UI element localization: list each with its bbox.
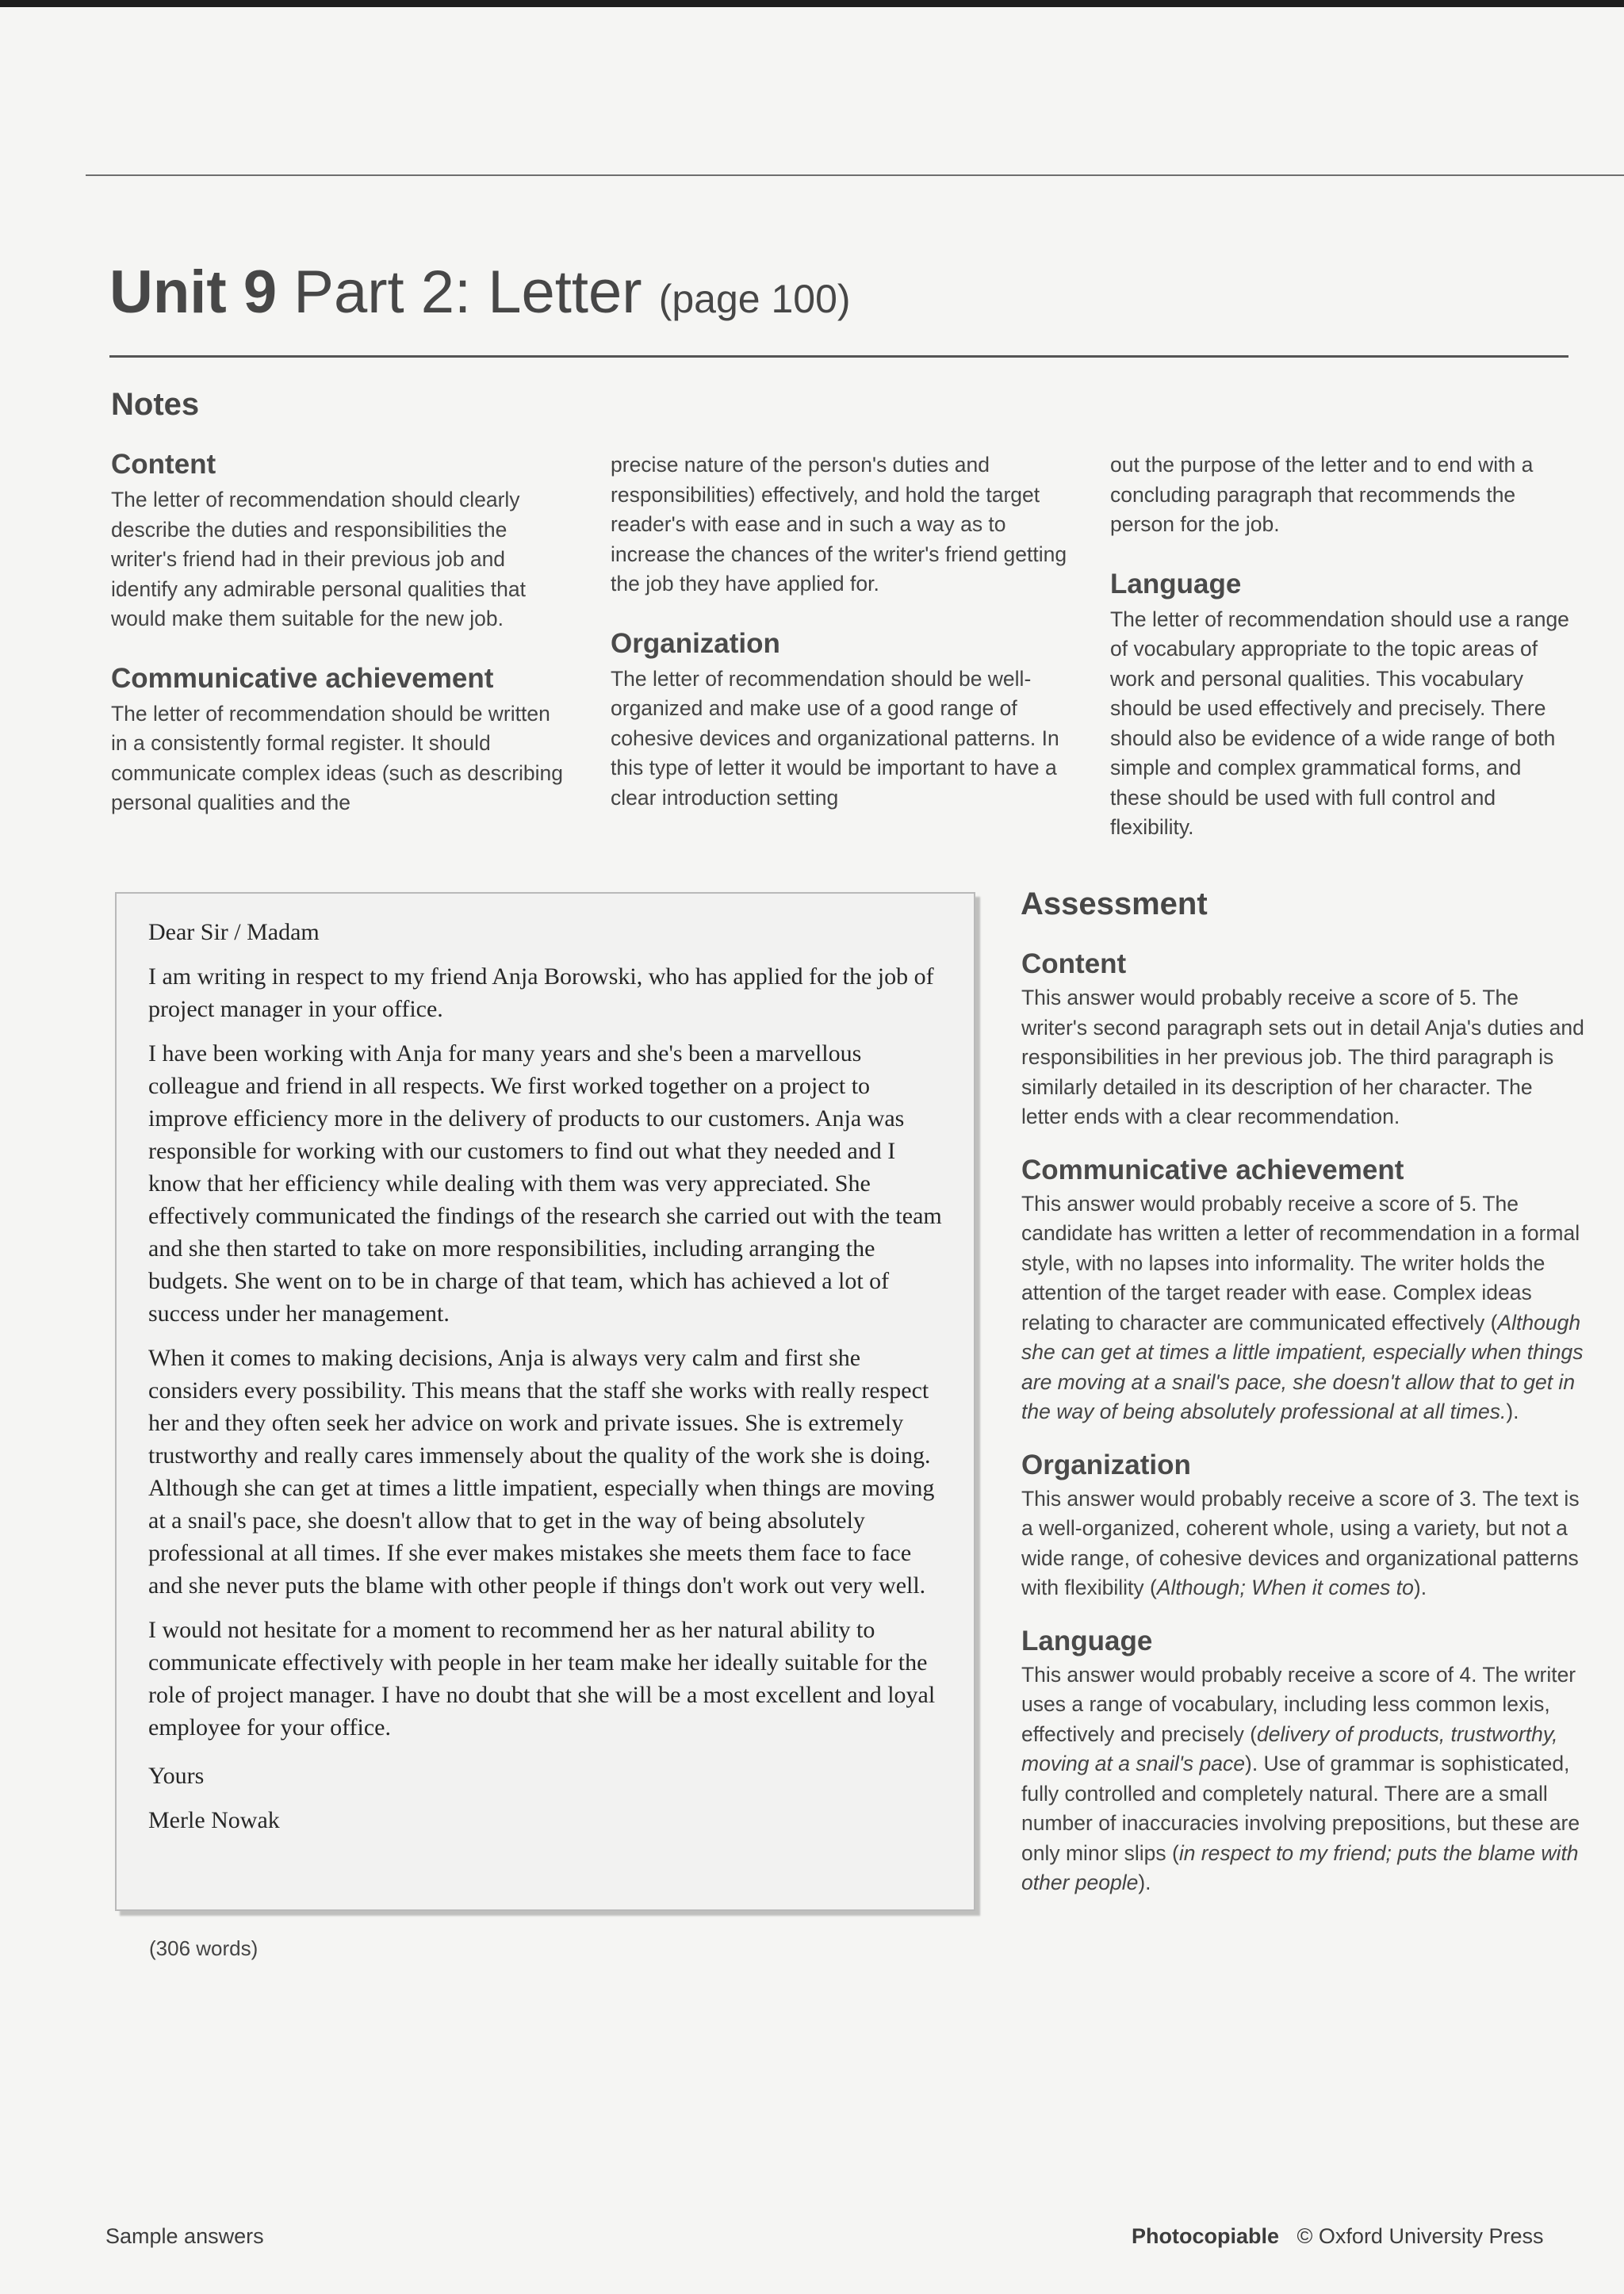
footer-photocopiable: Photocopiable: [1132, 2224, 1280, 2248]
notes-heading: Notes: [111, 387, 200, 422]
assessment-language-mid: ). Use of grammar is sophisticated, fully controlled and completely natural. There are a small number of inaccuracies involving prepositions, but these are only minor slips (: [1021, 1752, 1580, 1865]
letter-salutation: Dear Sir / Madam: [148, 919, 320, 945]
letter-signature: Merle Nowak: [148, 1807, 280, 1833]
sample-letter-box: [115, 892, 975, 1911]
assessment-communicative-tail: ).: [1506, 1400, 1519, 1423]
assessment-communicative-quote: Although she can get at times a little impatient, especially when things are moving at a snail's pace, she doesn't allow that to get in the way of being absolutely professional at all times.: [1021, 1310, 1584, 1423]
notes-language-text: The letter of recommendation should use a range of vocabulary appropriate to the topic areas of work and personal qualities. This vocabulary should be used effectively and precisely. There should also be evidence of a wide range of both simple and complex grammatical forms, and these should be used with full control and flexibility.: [1110, 607, 1569, 839]
assessment-language-body: This answer would probably receive a score of 4. The writer uses a range of vocabulary, including less common lexis, effectively and precisely (: [1021, 1662, 1576, 1746]
assessment-communicative-text: [1021, 1189, 1584, 1427]
notes-organization-text-cont: out the purpose of the letter and to end with a concluding paragraph that recommends the person for the job.: [1110, 453, 1534, 536]
notes-column-1: [111, 449, 571, 818]
sample-letter: [148, 916, 949, 1836]
assessment-language-text: [1021, 1660, 1584, 1898]
notes-column-3: [1110, 450, 1574, 843]
part-label: Part 2: Letter: [293, 259, 642, 326]
assessment-communicative-heading: Communicative achievement: [1021, 1154, 1404, 1185]
word-count: (306 words): [149, 1936, 259, 1960]
assessment-organization-text: [1021, 1484, 1584, 1603]
notes-content-text: The letter of recommendation should clearly describe the duties and responsibilities the writer's friend had in their previous job and identify any admirable personal qualities that would make them suitable for the new job.: [111, 488, 526, 630]
assessment-language-quote-2: in respect to my friend; puts the blame with other people: [1021, 1840, 1579, 1894]
assessment-language-heading: Language: [1021, 1625, 1153, 1656]
assessment-organization-body: This answer would probably receive a score of 3. The text is a well-organized, coherent whole, using a variety, but not a wide range, of cohesive devices and organizational patterns with flexibility (: [1021, 1486, 1580, 1599]
notes-organization-heading: Organization: [611, 627, 780, 659]
letter-paragraph-2: I have been working with Anja for many years and she's been a marvellous colleague and friend in all respects. We first worked together on a project to improve efficiency more in the delivery of products to our customers. Anja was responsible for working with our customers to find out what they needed and I know that her efficiency while dealing with them was very appreciated. She effectively communicated the findings of the research she carried out with the team and she then started to take on more responsibilities, including arranging the budgets. She went on to be in charge of that team, which has achieved a lot of success under her management.: [148, 1040, 942, 1327]
assessment-language-quote-1: delivery of products, trustworthy, moving at a snail's pace: [1021, 1721, 1558, 1775]
assessment-language-tail: ).: [1138, 1871, 1151, 1894]
letter-closing: Yours: [148, 1763, 205, 1789]
footer-copyright: © Oxford University Press: [1297, 2224, 1544, 2248]
notes-column-2: [611, 450, 1071, 813]
assessment-organization-tail: ).: [1413, 1576, 1427, 1599]
letter-paragraph-1: I am writing in respect to my friend Anja Borowski, who has applied for the job of project manager in your office.: [148, 963, 934, 1022]
letter-paragraph-4: I would not hesitate for a moment to recommend her as her natural ability to communicate effectively with people in her team make her ideally suitable for the role of project manager. I have no doubt that she will be a most excellent and loyal employee for your office.: [148, 1617, 936, 1741]
title-rule: [109, 355, 1568, 358]
notes-content-heading: Content: [111, 449, 216, 480]
assessment-column: [1021, 948, 1584, 1898]
footer-section-label: Sample answers: [105, 2224, 264, 2248]
notes-communicative-text: The letter of recommendation should be written in a consistently formal register. It should communicate complex ideas (such as describing personal qualities and the: [111, 701, 564, 814]
assessment-content-text: This answer would probably receive a score of 5. The writer's second paragraph sets out in detail Anja's duties and responsibilities in her previous job. The third paragraph is similarly detailed in its description of her character. The letter ends with a clear recommendation.: [1021, 986, 1584, 1128]
notes-language-heading: Language: [1110, 568, 1242, 599]
letter-paragraph-3: When it comes to making decisions, Anja is always very calm and first she considers every possibility. This means that the staff she works with really respect her and they often seek her advice on work and private issues. She is extremely trustworthy and really cares immensely about the quality of the work she is doing. Although she can get at times a little impatient, especially when things are moving at a snail's pace, she doesn't allow that to get in the way of being absolutely professional at all times. If she ever makes mistakes she meets them face to face and she never puts the blame with other people if things don't work out very well.: [148, 1345, 935, 1599]
assessment-content-heading: Content: [1021, 948, 1127, 979]
notes-communicative-text-cont: precise nature of the person's duties and responsibilities) effectively, and hold the target reader's with ease and in such a way as to increase the chances of the writer's friend getting the job they have applied for.: [611, 453, 1067, 596]
scan-top-edge: [0, 0, 1624, 7]
assessment-communicative-body: This answer would probably receive a score of 5. The candidate has written a letter of recommendation in a formal style, with no lapses into informality. The writer holds the attention of the target reader with ease. Complex ideas relating to character are communicated effectively (: [1021, 1191, 1580, 1335]
assessment-heading: Assessment: [1021, 887, 1208, 921]
assessment-organization-quote: Although; When it comes to: [1156, 1576, 1414, 1599]
footer-rights: [1132, 2224, 1544, 2249]
unit-label: Unit 9: [109, 259, 278, 326]
assessment-organization-heading: Organization: [1021, 1449, 1191, 1480]
notes-organization-text: The letter of recommendation should be well-organized and make use of a good range of cohesive devices and organizational patterns. In this type of letter it would be important to have a clear introduction setting: [611, 666, 1059, 810]
page-reference: (page 100): [658, 277, 851, 321]
page-title: [109, 258, 851, 327]
notes-communicative-heading: Communicative achievement: [111, 662, 494, 694]
top-rule: [86, 174, 1624, 176]
